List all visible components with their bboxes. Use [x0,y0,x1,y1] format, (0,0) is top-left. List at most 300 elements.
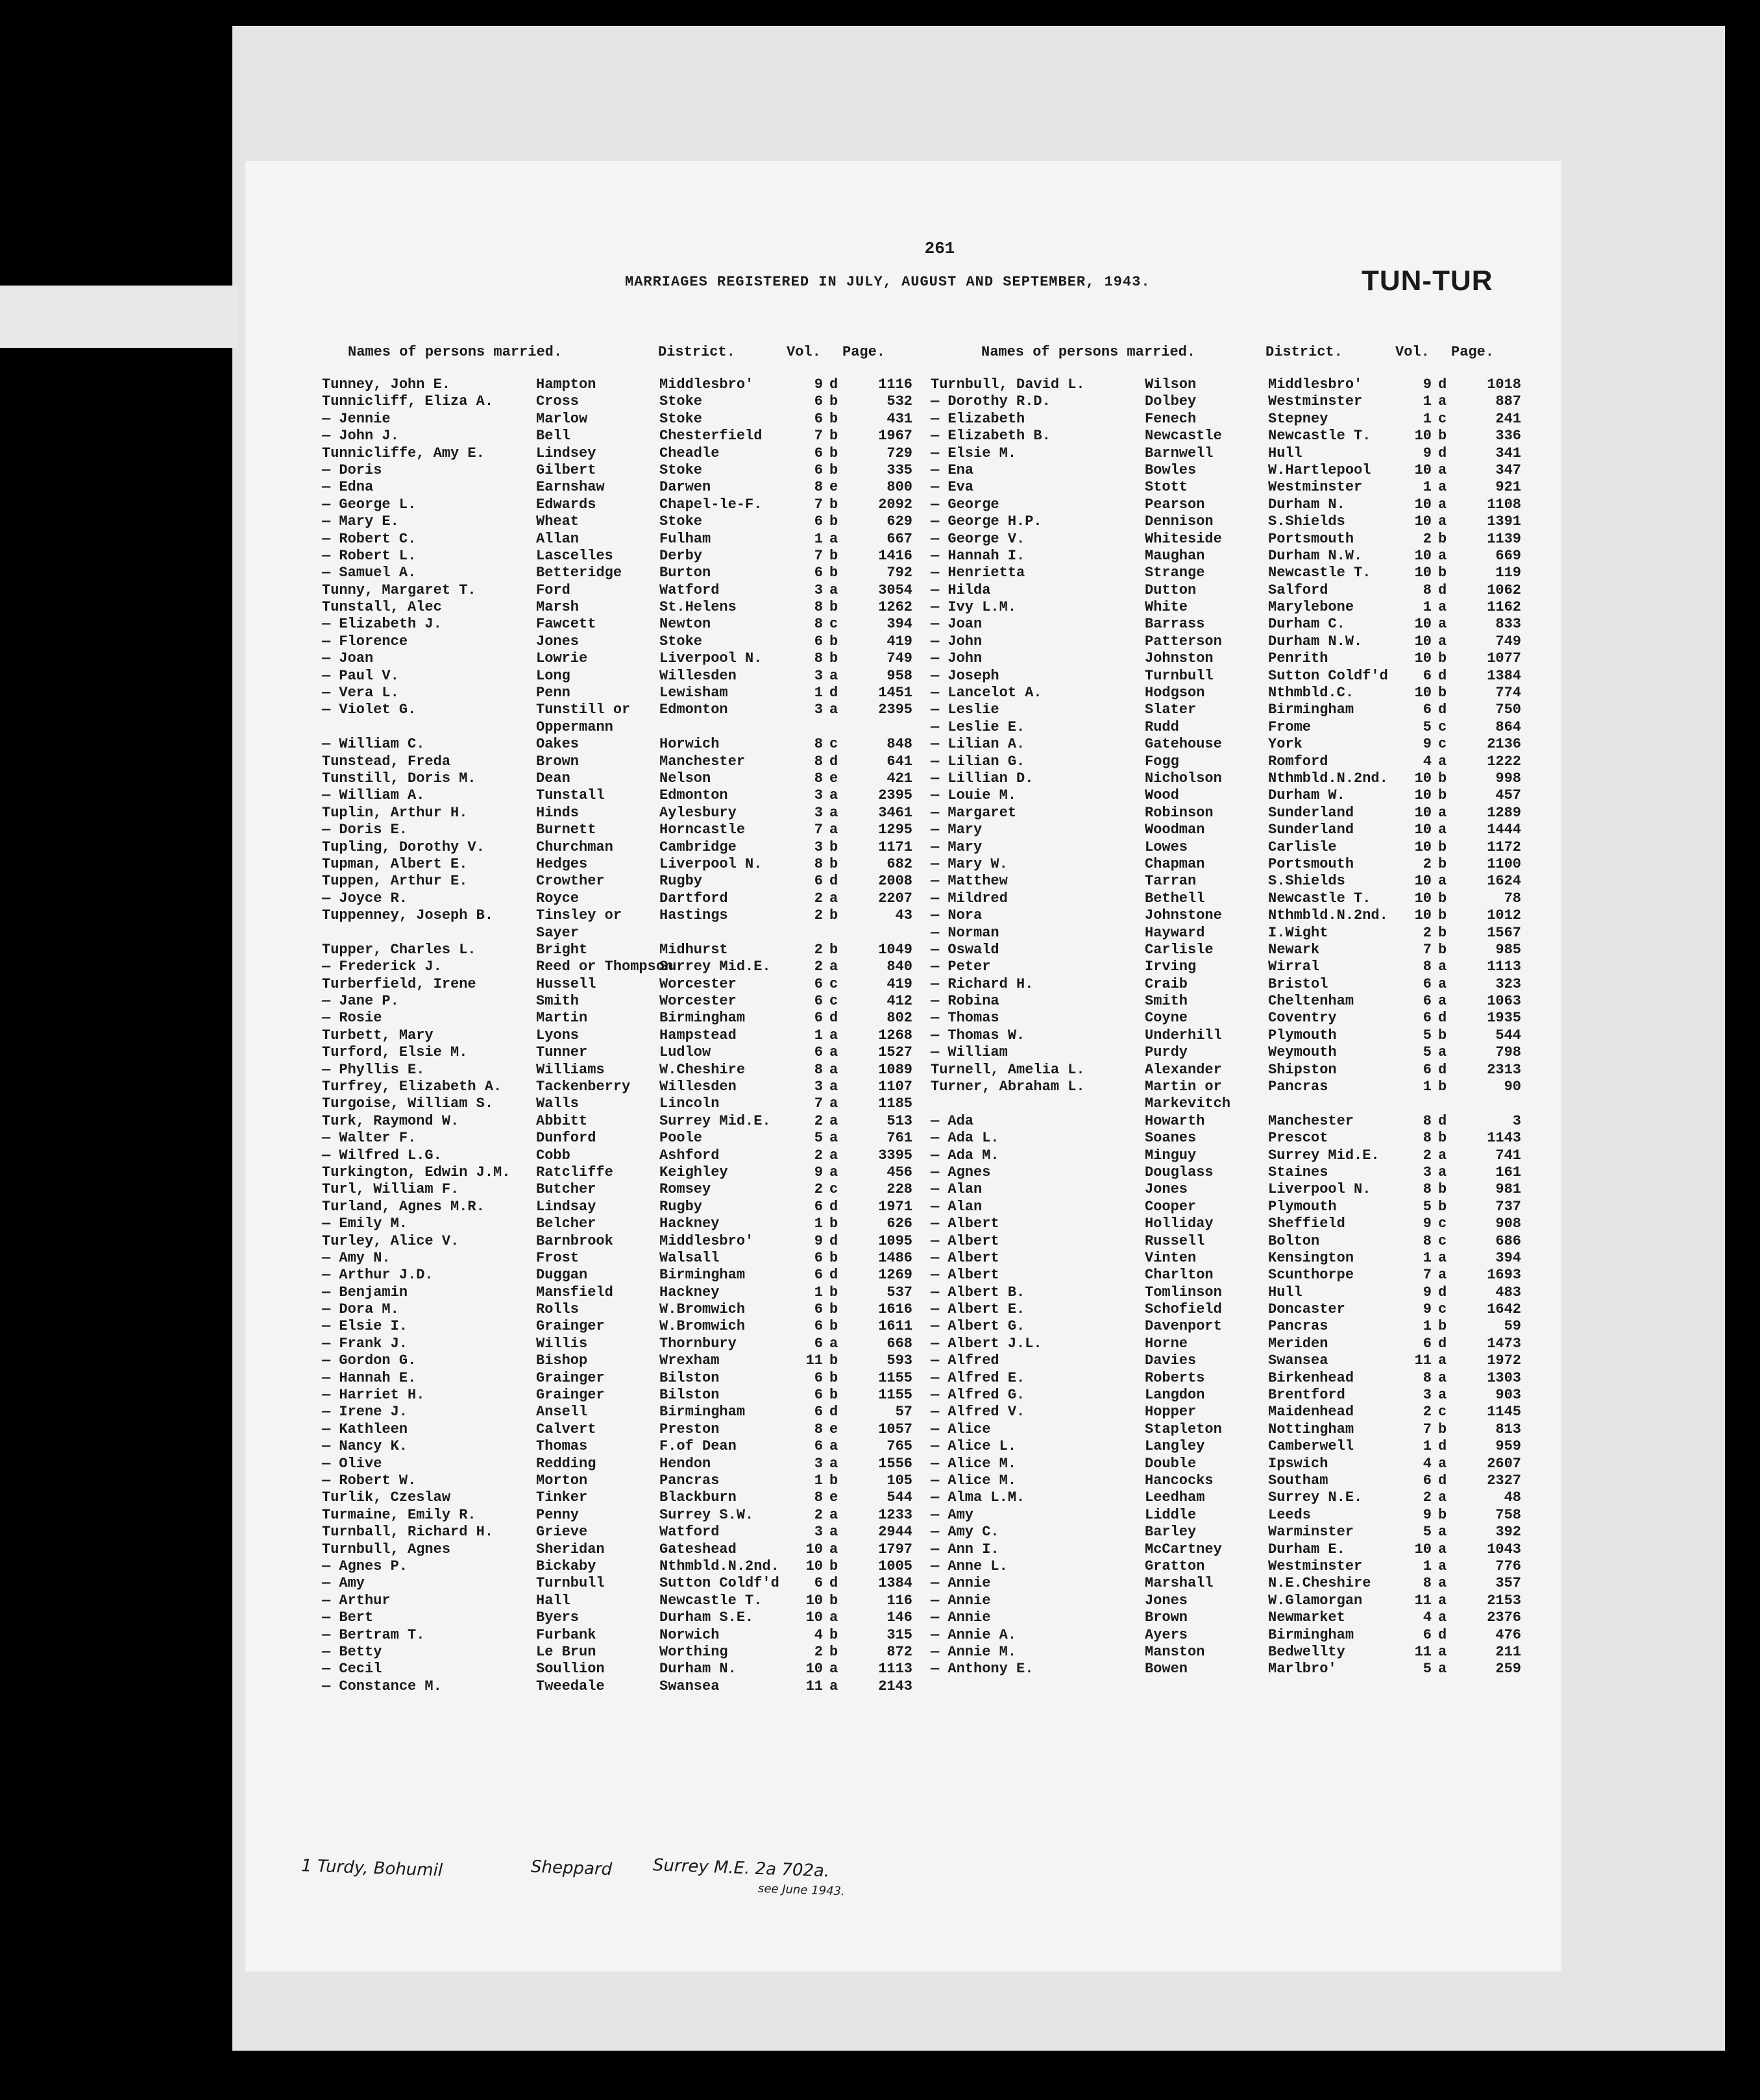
register-entry [322,565,932,581]
register-entry [322,1472,932,1489]
entry-district: Bedwellty [1268,1643,1345,1660]
entry-page: 394 [886,616,912,633]
register-entry [322,633,932,650]
register-entry [931,805,1541,822]
entry-name: — Lancelot A. [931,685,1042,702]
entry-page: 161 [1495,1164,1521,1180]
entry-name: — Nancy K. [322,1438,408,1455]
entry-vol: 6 [1423,993,1432,1010]
entry-vol: 8 [814,650,823,667]
entry-district: Wrexham [659,1352,720,1369]
entry-spouse: Wood [1145,787,1179,804]
register-entry [931,1181,1541,1198]
entry-vol: 2 [814,1506,823,1523]
entry-page: 1005 [878,1557,912,1574]
entry-section: a [829,1541,838,1557]
entry-district: Chesterfield [659,428,763,445]
entry-name: — Phyllis E. [322,1061,425,1078]
register-entry [931,496,1541,513]
entry-vol: 2 [1423,530,1432,547]
entry-district: Birmingham [659,1010,746,1027]
entry-spouse: Jones [1145,1592,1188,1609]
entry-page: 544 [886,1489,912,1506]
entry-page: 840 [886,958,912,975]
entry-section: b [1438,565,1447,581]
entry-spouse: Purdy [1145,1044,1188,1061]
entry-name: — William A. [322,787,425,804]
right-column [931,376,1541,1678]
entry-vol: 10 [1414,873,1432,890]
entry-page: 3461 [878,804,912,821]
entry-district: Nottingham [1268,1421,1354,1437]
entry-spouse: Marsh [536,599,580,616]
entry-section: b [829,838,838,855]
entry-section: b [829,1643,838,1660]
entry-vol: 8 [814,1489,823,1506]
entry-vol: 10 [1414,565,1432,581]
entry-vol: 8 [814,736,823,753]
entry-district: Penrith [1268,650,1328,667]
entry-district: Fulham [659,530,711,547]
register-entry [931,565,1541,581]
entry-section: a [1438,993,1447,1010]
entry-district: Newcastle T. [659,1592,763,1609]
register-entry [322,958,932,975]
entry-vol: 10 [805,1541,823,1557]
register-entry [931,753,1541,770]
entry-page: 669 [1495,547,1521,564]
entry-page: 1063 [1487,993,1521,1010]
entry-vol: 3 [814,1455,823,1472]
entry-district: Surrey Mid.E. [1268,1147,1380,1164]
entry-district: Nthmbld.N.2nd. [1268,907,1388,924]
entry-district: Marlbro' [1268,1661,1337,1678]
entry-spouse: McCartney [1145,1541,1222,1557]
register-entry [322,1027,932,1044]
register-entry [931,993,1541,1010]
register-entry [931,907,1541,924]
entry-spouse: Soullion [536,1661,605,1678]
entry-name: — Albert B. [931,1284,1025,1300]
entry-page: 431 [886,410,912,427]
entry-page: 483 [1495,1284,1521,1300]
entry-page: 336 [1495,428,1521,445]
entry-district: Birmingham [659,1267,746,1284]
entry-page: 761 [886,1130,912,1147]
entry-page: 3054 [878,581,912,598]
entry-spouse: Davies [1145,1352,1197,1369]
entry-district: Birmingham [659,1404,746,1421]
entry-section: b [1438,1130,1447,1147]
entry-section: b [829,1472,838,1489]
entry-name: — Elsie I. [322,1318,408,1335]
entry-spouse: Markevitch [1145,1095,1231,1112]
entry-vol: 6 [814,461,823,478]
entry-vol: 7 [814,547,823,564]
entry-vol: 9 [1423,445,1432,461]
entry-spouse: Liddle [1145,1506,1197,1523]
entry-section: b [1438,650,1447,667]
entry-page: 2092 [878,496,912,513]
entry-name: — Elizabeth B. [931,428,1051,445]
entry-section: d [829,753,838,770]
entry-vol: 8 [814,1061,823,1078]
entry-spouse: Hedges [536,855,588,872]
handwritten-spouse: Sheppard [530,1857,613,1880]
entry-section: a [1438,753,1447,770]
entry-page: 776 [1495,1557,1521,1574]
register-entry [931,393,1541,410]
entry-district: Bilston [659,1387,720,1404]
entry-spouse: Pearson [1145,496,1205,513]
entry-spouse: Martin [536,1010,588,1027]
entry-name: — Alfred G. [931,1387,1025,1404]
entry-name: — Dora M. [322,1301,399,1318]
entry-district: Cheltenham [1268,993,1354,1010]
entry-vol: 6 [814,513,823,530]
entry-page: 2395 [878,702,912,718]
entry-page: 848 [886,736,912,753]
entry-section: a [829,1147,838,1164]
register-entry [931,1147,1541,1164]
entry-spouse: Penny [536,1506,580,1523]
entry-vol: 10 [805,1557,823,1574]
entry-vol: 8 [1423,1369,1432,1386]
register-entry [931,582,1541,599]
entry-name: — Joan [931,616,983,633]
entry-section: c [829,1181,838,1198]
entry-district: Durham C. [1268,616,1345,633]
register-entry [322,1609,932,1626]
register-entry [322,856,932,873]
entry-section: a [1438,1524,1447,1541]
entry-section: a [829,1609,838,1626]
entry-section: b [829,1557,838,1574]
entry-spouse: Howarth [1145,1112,1205,1129]
entry-page: 532 [886,393,912,410]
register-entry [931,411,1541,428]
entry-district: I.Wight [1268,924,1328,941]
register-entry [931,890,1541,907]
entry-spouse: Betteridge [536,565,622,581]
entry-page: 1107 [878,1079,912,1095]
register-entry [931,1301,1541,1318]
entry-page: 737 [1495,1198,1521,1215]
register-entry [322,890,932,907]
entry-district: Coventry [1268,1010,1337,1027]
entry-spouse: White [1145,599,1188,616]
entry-name: — George H.P. [931,513,1042,530]
entry-vol: 1 [814,685,823,702]
entry-name: Tupling, Dorothy V. [322,838,485,855]
header-names-right: Names of persons married. [981,344,1196,360]
entry-district: Romford [1268,753,1328,770]
entry-name: — Eva [931,479,974,496]
register-entry [931,616,1541,633]
entry-vol: 3 [1423,1387,1432,1404]
entry-page: 758 [1495,1506,1521,1523]
entry-name: — Ada [931,1112,974,1129]
entry-spouse: Duggan [536,1267,588,1284]
entry-page: 682 [886,855,912,872]
entry-name: — Elizabeth [931,410,1025,427]
entry-name: Tunstill, Doris M. [322,770,476,787]
entry-spouse: Byers [536,1609,580,1626]
entry-name: — Alice M. [931,1455,1017,1472]
entry-page: 421 [886,770,912,787]
entry-vol: 9 [1423,1301,1432,1318]
entry-name: — Annie [931,1575,991,1592]
entry-district: Durham N.W. [1268,547,1363,564]
entry-page: 1384 [1487,667,1521,684]
entry-page: 57 [895,1404,912,1421]
entry-district: Plymouth [1268,1027,1337,1044]
entry-section: a [1438,1541,1447,1557]
entry-section: b [829,1369,838,1386]
entry-district: Prescot [1268,1130,1328,1147]
entry-vol: 9 [1423,376,1432,393]
entry-spouse: Barley [1145,1524,1197,1541]
entry-name: — Ivy L.M. [931,599,1017,616]
entry-page: 357 [1495,1575,1521,1592]
header-names-left: Names of persons married. [348,344,563,360]
register-entry [322,1267,932,1284]
entry-section: b [829,410,838,427]
entry-section: d [829,1267,838,1284]
register-entry [322,582,932,599]
entry-name: — Nora [931,907,983,924]
register-entry [322,993,932,1010]
entry-district: Westminster [1268,1557,1363,1574]
entry-section: b [1438,941,1447,958]
register-entry [322,462,932,479]
entry-name: — Olive [322,1455,382,1472]
entry-vol: 1 [814,1215,823,1232]
entry-district: Surrey S.W. [659,1506,754,1523]
entry-spouse: Soanes [1145,1130,1197,1147]
entry-section: d [829,1010,838,1027]
register-entry [931,1250,1541,1267]
entry-spouse: Gilbert [536,461,596,478]
entry-spouse: Woodman [1145,822,1205,838]
entry-page: 2607 [1487,1455,1521,1472]
entry-vol: 6 [814,1010,823,1027]
register-entry [322,650,932,667]
entry-district: Sheffield [1268,1215,1345,1232]
entry-spouse: Johnston [1145,650,1214,667]
entry-section: b [1438,1318,1447,1335]
entry-spouse: Hinds [536,804,580,821]
entry-name: — Hannah I. [931,547,1025,564]
entry-spouse: Churchman [536,838,613,855]
entry-district: Ashford [659,1147,720,1164]
entry-district: Horncastle [659,822,746,838]
entry-section: a [829,890,838,907]
entry-section: a [1438,599,1447,616]
entry-page: 1624 [1487,873,1521,890]
entry-section: b [1438,770,1447,787]
register-entry [322,1336,932,1352]
entry-district: Norwich [659,1626,720,1643]
entry-name: — Harriet H. [322,1387,425,1404]
entry-spouse: Coyne [1145,1010,1188,1027]
surname-range: TUN-TUR [1362,265,1493,297]
entry-spouse: Willis [536,1335,588,1352]
entry-name: Tupman, Albert E. [322,855,468,872]
register-entry [931,1609,1541,1626]
entry-section: e [829,770,838,787]
entry-vol: 10 [1414,770,1432,787]
entry-section: a [829,1095,838,1112]
entry-vol: 10 [1414,838,1432,855]
entry-name: — Annie M. [931,1643,1017,1660]
entry-vol: 10 [1414,633,1432,650]
register-entry [322,1113,932,1130]
entry-name: — Cecil [322,1661,382,1678]
entry-district: Liverpool N. [659,650,763,667]
entry-spouse: Dunford [536,1130,596,1147]
register-entry [931,1318,1541,1335]
entry-spouse: Walls [536,1095,580,1112]
entry-name: — Jane P. [322,993,399,1010]
entry-spouse: Dolbey [1145,393,1197,410]
entry-district: Middlesbro' [659,1232,754,1249]
entry-section: a [1438,1643,1447,1660]
entry-page: 259 [1495,1661,1521,1678]
entry-district: Nthmbld.N.2nd. [1268,770,1388,787]
entry-page: 2143 [878,1678,912,1694]
entry-vol: 8 [814,753,823,770]
entry-spouse: Stapleton [1145,1421,1222,1437]
entry-spouse: Bethell [1145,890,1205,907]
register-entry [931,650,1541,667]
entry-section: b [1438,907,1447,924]
entry-name: — Henrietta [931,565,1025,581]
entry-district: W.Bromwich [659,1301,746,1318]
entry-page: 1268 [878,1027,912,1044]
entry-page: 335 [886,461,912,478]
entry-vol: 10 [1414,804,1432,821]
entry-vol: 2 [814,1112,823,1129]
register-entry [931,976,1541,993]
header-vol-right: Vol. [1395,344,1430,360]
entry-spouse: Lowes [1145,838,1188,855]
register-entry [322,1181,932,1198]
entry-name: — Hannah E. [322,1369,417,1386]
entry-spouse: Reed or Thompson [536,958,674,975]
entry-spouse: Russell [1145,1232,1205,1249]
entry-vol: 6 [814,1044,823,1061]
entry-section: a [1438,1592,1447,1609]
entry-page: 813 [1495,1421,1521,1437]
entry-section: a [1438,1455,1447,1472]
entry-section: b [1438,685,1447,702]
entry-section: a [1438,616,1447,633]
entry-name: — Agnes [931,1164,991,1180]
entry-vol: 3 [814,787,823,804]
entry-district: Watford [659,581,720,598]
entry-district: Durham N. [659,1661,737,1678]
entry-page: 315 [886,1626,912,1643]
entry-page: 90 [1504,1079,1521,1095]
entry-district: Hackney [659,1284,720,1300]
entry-vol: 10 [1414,685,1432,702]
entry-section: a [1438,479,1447,496]
entry-vol: 9 [1423,736,1432,753]
entry-name: — Annie [931,1609,991,1626]
entry-section: a [829,530,838,547]
register-entry [322,1678,932,1695]
entry-name: — John [931,633,983,650]
entry-page: 921 [1495,479,1521,496]
header-district-left: District. [658,344,735,360]
entry-vol: 10 [1414,496,1432,513]
entry-vol: 5 [1423,1044,1432,1061]
entry-page: 78 [1504,890,1521,907]
entry-section: b [829,907,838,924]
entry-section: d [1438,1010,1447,1027]
entry-page: 1155 [878,1369,912,1386]
entry-name: — Ann I. [931,1541,999,1557]
entry-district: Edmonton [659,702,728,718]
entry-district: Surrey N.E. [1268,1489,1363,1506]
entry-page: 833 [1495,616,1521,633]
register-entry [931,445,1541,462]
entry-spouse: Stott [1145,479,1188,496]
entry-section: d [1438,376,1447,393]
register-entry [931,873,1541,890]
entry-page: 1155 [878,1387,912,1404]
register-entry [322,1438,932,1455]
entry-spouse: Hussell [536,975,596,992]
entry-name: — Lillian D. [931,770,1034,787]
entry-page: 1262 [878,599,912,616]
entry-spouse: Rolls [536,1301,580,1318]
entry-section: a [1438,1557,1447,1574]
entry-section: a [1438,1267,1447,1284]
entry-vol: 6 [1423,1472,1432,1489]
entry-district: Cambridge [659,838,737,855]
entry-name: — Thomas [931,1010,999,1027]
entry-vol: 3 [814,702,823,718]
entry-vol: 8 [814,479,823,496]
entry-spouse: Marshall [1145,1575,1214,1592]
entry-district: Walsall [659,1249,720,1266]
register-entry [931,1267,1541,1284]
register-entry [931,685,1541,702]
entry-vol: 6 [814,1404,823,1421]
entry-section: b [1438,787,1447,804]
entry-name: — Alan [931,1198,983,1215]
register-entry [322,1301,932,1318]
register-entry [322,685,932,702]
entry-name: — Alfred V. [931,1404,1025,1421]
entry-name: — Robina [931,993,999,1010]
entry-section: d [1438,1626,1447,1643]
entry-district: Worcester [659,975,737,992]
entry-spouse: Dennison [1145,513,1214,530]
entry-district: Hastings [659,907,728,924]
entry-vol: 8 [1423,1112,1432,1129]
entry-page: 668 [886,1335,912,1352]
entry-page: 1444 [1487,822,1521,838]
entry-section: a [829,1130,838,1147]
entry-spouse: Rudd [1145,718,1179,735]
entry-district: Liverpool N. [659,855,763,872]
entry-section: a [1438,1164,1447,1180]
entry-spouse: Le Brun [536,1643,596,1660]
entry-vol: 2 [814,1181,823,1198]
